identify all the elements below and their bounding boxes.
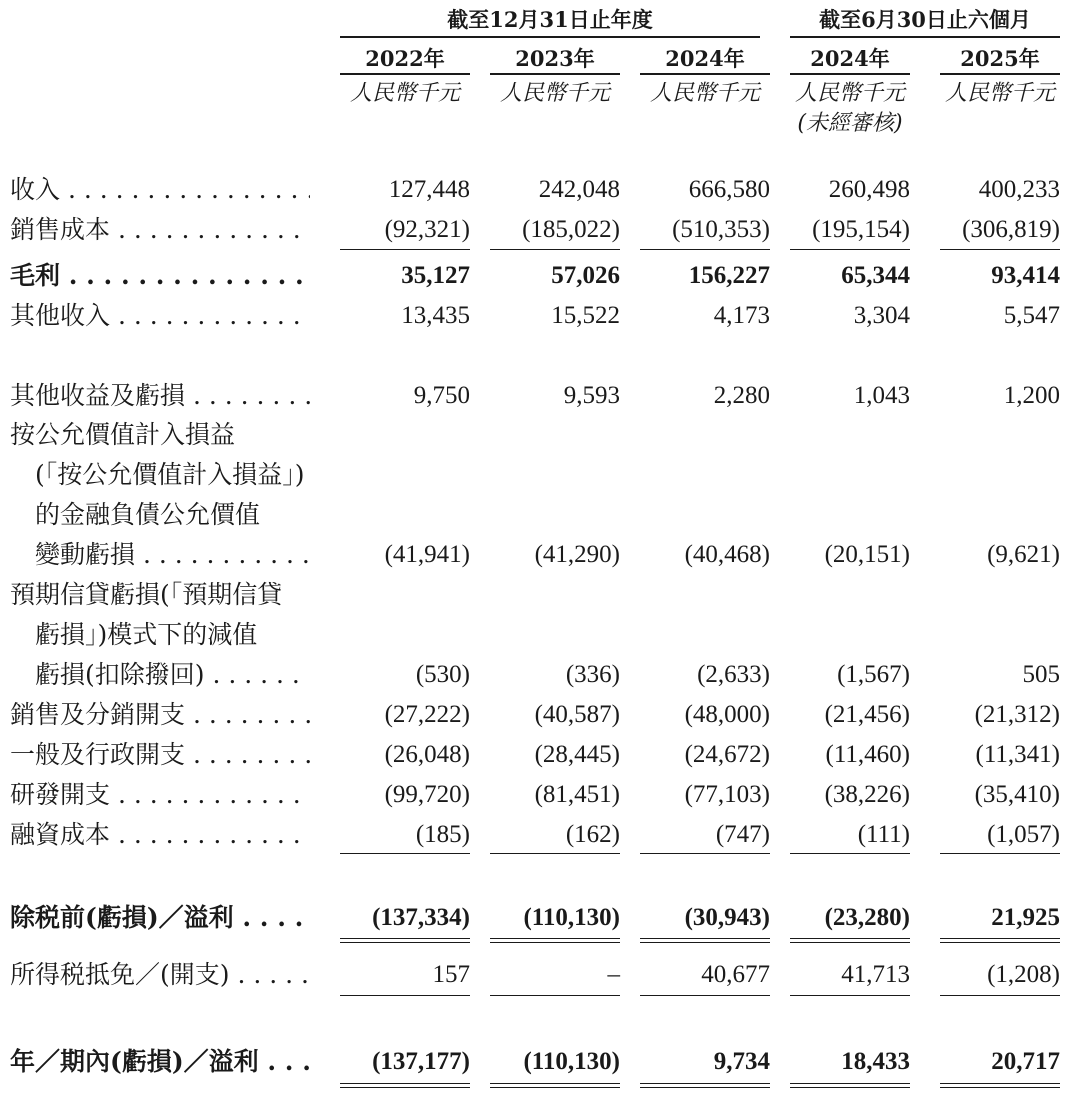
cell: (92,321): [384, 216, 470, 243]
col-unit-2024: 人民幣千元: [649, 81, 760, 106]
cell: (137,177): [372, 1048, 470, 1075]
double-rule: [340, 938, 470, 943]
cell: 157: [432, 961, 470, 988]
cell: (21,312): [974, 701, 1060, 728]
cell: 400,233: [978, 176, 1060, 203]
double-rule: [940, 938, 1060, 943]
cell: (1,208): [987, 961, 1060, 988]
cell: (26,048): [384, 741, 470, 768]
cell: (38,226): [824, 781, 910, 808]
cell: (11,341): [975, 741, 1060, 768]
cell: (110,130): [523, 904, 620, 931]
row-label-other-income: 其他收入 . . .: [10, 296, 310, 336]
cell: (24,672): [684, 741, 770, 768]
col-rule-2025-half: [940, 73, 1060, 75]
cell: 9,593: [563, 382, 620, 409]
cell: 35,127: [401, 262, 470, 289]
row-label-fvtpl-line1: 按公允價值計入損益: [10, 420, 236, 449]
cell: 13,435: [401, 302, 470, 329]
cell: 505: [1022, 661, 1060, 688]
cell: 666,580: [688, 176, 770, 203]
row-label-finance-costs: 融資成本 . . .: [10, 815, 310, 855]
cell: (185): [415, 821, 470, 848]
col-rule-2022: [340, 73, 470, 75]
cell: 260,498: [828, 176, 910, 203]
row-label-admin-expenses: 一般及行政開支 . . .: [10, 735, 310, 775]
col-year-2024-half: 2024年: [810, 46, 890, 71]
col-rule-2023: [490, 73, 620, 75]
cell: 5,547: [1003, 302, 1060, 329]
cell: (1,057): [987, 821, 1060, 848]
col-year-2025-half: 2025年: [960, 46, 1040, 71]
cell: (1,567): [837, 661, 910, 688]
row-label-fvtpl-line3: 的金融負債公允價值: [35, 500, 261, 529]
double-rule: [640, 1083, 770, 1088]
subtotal-rule: [640, 249, 770, 250]
cell: (747): [715, 821, 770, 848]
subtotal-rule: [790, 853, 910, 854]
cell: (81,451): [534, 781, 620, 808]
col-year-2024: 2024年: [665, 46, 745, 71]
subtotal-rule: [490, 249, 620, 250]
double-rule: [490, 938, 620, 943]
subtotal-rule: [490, 853, 620, 854]
subtotal-rule: [940, 249, 1060, 250]
cell: (27,222): [384, 701, 470, 728]
row-label-gross-profit: 毛利 . . .: [10, 256, 310, 296]
cell: –: [607, 961, 620, 988]
col-unit-2024-half: 人民幣千元: [794, 81, 905, 106]
cell: 9,734: [713, 1048, 770, 1075]
cell: (40,468): [684, 541, 770, 568]
cell: 1,043: [853, 382, 910, 409]
cell: (23,280): [824, 904, 910, 931]
cell: (510,353): [672, 216, 770, 243]
cell: (185,022): [522, 216, 620, 243]
subtotal-rule: [790, 995, 910, 996]
cell: (30,943): [684, 904, 770, 931]
double-rule: [340, 1083, 470, 1088]
subtotal-rule: [340, 995, 470, 996]
cell: (99,720): [384, 781, 470, 808]
subtotal-rule: [340, 249, 470, 250]
cell: (111): [857, 821, 910, 848]
cell: 4,173: [713, 302, 770, 329]
row-label-income-tax: 所得税抵免／(開支) . . .: [10, 955, 310, 995]
subtotal-rule: [340, 853, 470, 854]
cell: (110,130): [523, 1048, 620, 1075]
row-label-rd-expenses: 研發開支 . . .: [10, 775, 310, 815]
subtotal-rule: [940, 853, 1060, 854]
cell: (306,819): [962, 216, 1060, 243]
double-rule: [640, 938, 770, 943]
cell: 1,200: [1003, 382, 1060, 409]
cell: (530): [415, 661, 470, 688]
cell: 18,433: [841, 1048, 910, 1075]
col-unit-2022: 人民幣千元: [349, 81, 460, 106]
cell: (137,334): [372, 904, 470, 931]
col-rule-2024-half: [790, 73, 910, 75]
cell: 57,026: [551, 262, 620, 289]
row-label-ecl-line1: 預期信貸虧損(「預期信貸: [10, 580, 283, 609]
double-rule: [940, 1083, 1060, 1088]
cell: (336): [565, 661, 620, 688]
row-label-ecl-line3: 虧損(扣除撥回) . . .: [35, 655, 310, 695]
cell: (195,154): [812, 216, 910, 243]
cell: 2,280: [713, 382, 770, 409]
group-header-year-rule: [340, 36, 760, 38]
cell: (9,621): [987, 541, 1060, 568]
cell: (77,103): [684, 781, 770, 808]
group-header-half: 截至6月30日止六個月: [819, 7, 1031, 32]
group-header-year: 截至12月31日止年度: [447, 7, 653, 32]
col-year-2022: 2022年: [365, 46, 445, 71]
subtotal-rule: [490, 995, 620, 996]
subtotal-rule: [940, 995, 1060, 996]
cell: (20,151): [824, 541, 910, 568]
col-unit-2023: 人民幣千元: [499, 81, 610, 106]
cell: 15,522: [551, 302, 620, 329]
cell: (40,587): [534, 701, 620, 728]
double-rule: [790, 938, 910, 943]
row-label-net-result: 年／期內(虧損)／溢利 . . .: [10, 1042, 310, 1082]
cell: 65,344: [841, 262, 910, 289]
double-rule: [790, 1083, 910, 1088]
row-label-fvtpl-line2: (「按公允價值計入損益」): [35, 460, 305, 489]
subtotal-rule: [790, 249, 910, 250]
cell: (41,941): [384, 541, 470, 568]
cell: 21,925: [991, 904, 1060, 931]
double-rule: [490, 1083, 620, 1088]
row-label-cost-of-sales: 銷售成本 . . .: [10, 210, 310, 250]
cell: 40,677: [701, 961, 770, 988]
cell: (11,460): [825, 741, 910, 768]
subtotal-rule: [640, 995, 770, 996]
cell: 242,048: [538, 176, 620, 203]
cell: 41,713: [841, 961, 910, 988]
row-label-revenue: 收入 . . .: [10, 170, 310, 210]
cell: 127,448: [388, 176, 470, 203]
subtotal-rule: [640, 853, 770, 854]
row-label-other-gains-losses: 其他收益及虧損 . . .: [10, 376, 310, 416]
cell: (41,290): [534, 541, 620, 568]
row-label-ecl-line2: 虧損」)模式下的減值: [35, 620, 258, 649]
cell: (48,000): [684, 701, 770, 728]
cell: 93,414: [991, 262, 1060, 289]
cell: (2,633): [697, 661, 770, 688]
row-label-fvtpl-line4: 變動虧損 . . .: [35, 535, 310, 575]
col-unit-2025-half: 人民幣千元: [944, 81, 1055, 106]
cell: (21,456): [824, 701, 910, 728]
cell: 3,304: [853, 302, 910, 329]
row-label-selling-expenses: 銷售及分銷開支 . . .: [10, 695, 310, 735]
cell: (162): [565, 821, 620, 848]
col-rule-2024: [640, 73, 770, 75]
cell: 156,227: [688, 262, 770, 289]
cell: (35,410): [974, 781, 1060, 808]
cell: 9,750: [413, 382, 470, 409]
col-note-unaudited: (未經審核): [797, 111, 903, 136]
col-year-2023: 2023年: [515, 46, 595, 71]
row-label-pre-tax: 除税前(虧損)／溢利 . . .: [10, 898, 310, 938]
group-header-half-rule: [790, 36, 1060, 38]
cell: (28,445): [534, 741, 620, 768]
cell: 20,717: [991, 1048, 1060, 1075]
